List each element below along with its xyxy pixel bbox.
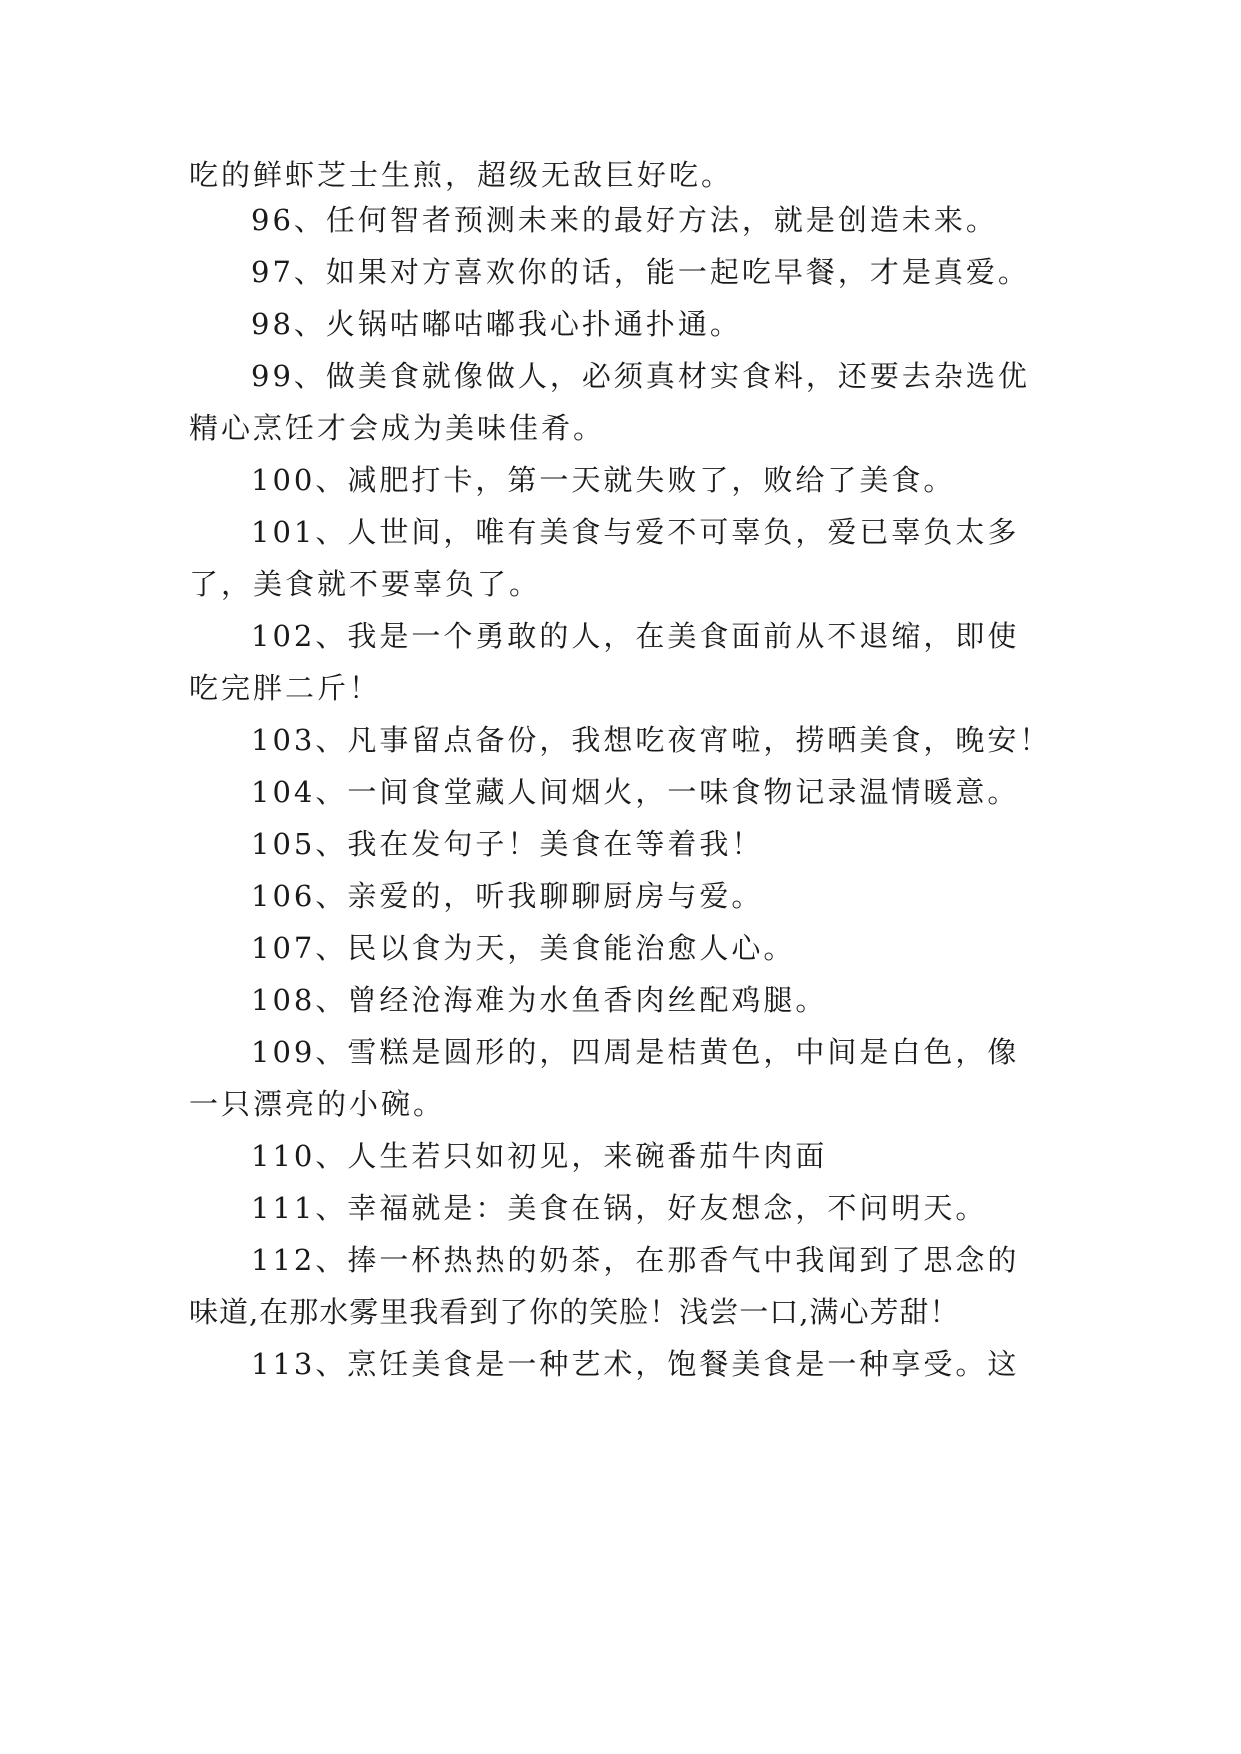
text-line: 98、火锅咕嘟咕嘟我心扑通扑通。	[251, 307, 742, 341]
text-line: 106、亲爱的，听我聊聊厨房与爱。	[251, 879, 764, 913]
text-line: 吃的鲜虾芝士生煎，超级无敌巨好吃。	[189, 158, 734, 192]
text-line: 101、人世间，唯有美食与爱不可辜负，爱已辜负太多	[251, 515, 1020, 549]
text-line: 110、人生若只如初见，来碗番茄牛肉面	[251, 1139, 828, 1173]
text-line: 108、曾经沧海难为水鱼香肉丝配鸡腿。	[251, 983, 828, 1017]
text-line: 113、烹饪美食是一种艺术，饱餐美食是一种享受。这	[251, 1347, 1020, 1381]
text-line: 109、雪糕是圆形的，四周是桔黄色，中间是白色，像	[251, 1035, 1020, 1069]
text-line: 105、我在发句子！美食在等着我！	[251, 827, 764, 861]
text-line: 100、减肥打卡，第一天就失败了，败给了美食。	[251, 463, 956, 497]
text-line: 一只漂亮的小碗。	[189, 1087, 446, 1121]
text-line: 了，美食就不要辜负了。	[189, 567, 542, 601]
text-line: 102、我是一个勇敢的人，在美食面前从不退缩，即使	[251, 619, 1020, 653]
text-line: 97、如果对方喜欢你的话，能一起吃早餐，才是真爱。	[251, 255, 1030, 289]
text-line: 味道,在那水雾里我看到了你的笑脸！浅尝一口,满心芳甜！	[189, 1295, 960, 1329]
text-line: 112、捧一杯热热的奶茶，在那香气中我闻到了思念的	[251, 1243, 1020, 1277]
text-line: 111、幸福就是：美食在锅，好友想念，不问明天。	[251, 1191, 988, 1225]
text-line: 99、做美食就像做人，必须真材实食料，还要去杂选优	[251, 359, 1030, 393]
text-line: 104、一间食堂藏人间烟火，一味食物记录温情暖意。	[251, 775, 1020, 809]
text-line: 107、民以食为天，美食能治愈人心。	[251, 931, 796, 965]
text-line: 96、任何智者预测未来的最好方法，就是创造未来。	[251, 203, 998, 237]
text-line: 精心烹饪才会成为美味佳肴。	[189, 411, 606, 445]
text-line: 103、凡事留点备份，我想吃夜宵啦，捞晒美食，晚安！	[251, 723, 1052, 757]
text-line: 吃完胖二斤！	[189, 671, 382, 705]
